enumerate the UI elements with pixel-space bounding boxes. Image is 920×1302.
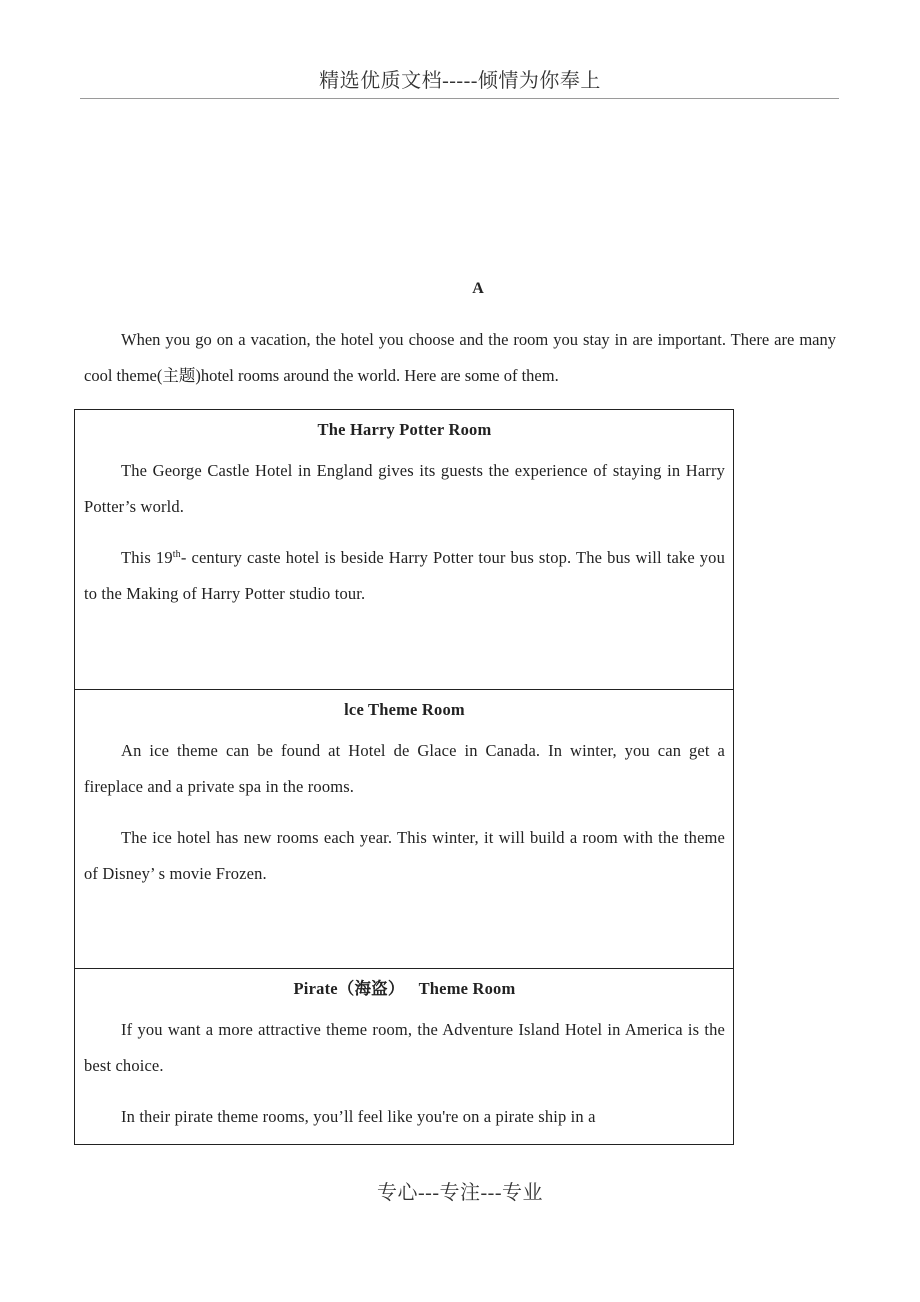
page-header: 精选优质文档-----倾情为你奉上 — [319, 70, 601, 92]
section-letter: A — [472, 280, 484, 297]
room-paragraph-text: This 19 — [121, 548, 173, 567]
room-cell-ice-theme — [75, 690, 733, 969]
room-paragraph-text: - century caste hotel is beside Harry Potter tour bus stop. The bus will take you to the Making of Harry Potter studio tour. — [84, 548, 725, 603]
room-cell-harry-potter — [75, 410, 733, 690]
room-paragraph: If you want a more attractive theme room, the Adventure Island Hotel in America is the best choice. — [84, 1020, 725, 1075]
room-title-part: Theme Room — [418, 979, 516, 998]
theme-rooms-table — [74, 409, 734, 1145]
room-paragraph: The ice hotel has new rooms each year. This winter, it will build a room with the theme of Disney’ s movie Frozen. — [84, 828, 725, 883]
page-footer: 专心---专注---专业 — [377, 1182, 543, 1204]
room-paragraph: The George Castle Hotel in England gives its guests the experience of staying in Harry Potter’s world. — [84, 461, 725, 516]
ordinal-suffix: th — [172, 549, 181, 560]
room-cell-pirate-theme — [75, 969, 733, 1144]
room-paragraph: In their pirate theme rooms, you’ll feel like you're on a pirate ship in a — [121, 1107, 596, 1126]
room-paragraph — [84, 540, 725, 612]
header-divider — [80, 98, 839, 99]
room-title-part: Pirate（海盗） — [293, 979, 405, 998]
room-title: lce Theme Room — [344, 700, 465, 719]
room-paragraph: An ice theme can be found at Hotel de Glace in Canada. In winter, you can get a fireplace and a private spa in the rooms. — [84, 741, 725, 796]
room-title: The Harry Potter Room — [317, 420, 492, 439]
room-title — [84, 979, 725, 999]
intro-paragraph: When you go on a vacation, the hotel you choose and the room you stay in are important. There are many cool theme(主题)hotel rooms around the world. Here are some of them. — [84, 330, 836, 385]
